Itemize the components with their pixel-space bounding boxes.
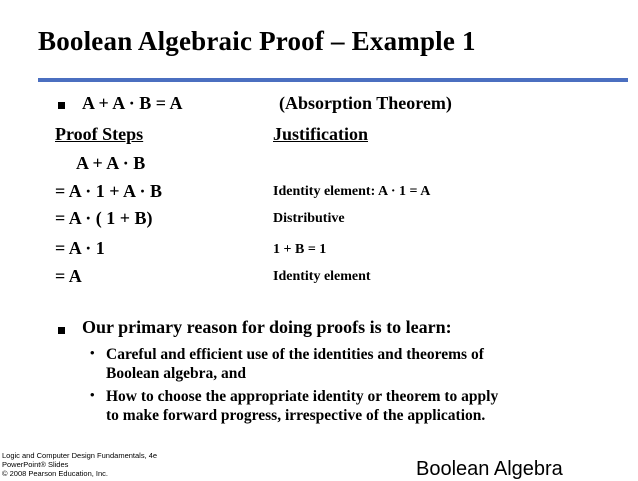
reason-sub-item (106, 387, 498, 425)
reason-heading: Our primary reason for doing proofs is to learn: (82, 317, 452, 337)
reason-sub-line: Boolean algebra, and (106, 365, 246, 382)
proof-step-row: = A · ( 1 + B) (55, 208, 153, 228)
bullet-square-icon (58, 327, 65, 334)
bullet-square-icon (58, 102, 65, 109)
justification-row: 1 + B = 1 (273, 242, 327, 257)
justification-row: Identity element (273, 269, 371, 284)
footer-credit (2, 451, 157, 478)
proof-step-row: = A · 1 + A · B (55, 181, 163, 201)
footer-line: Logic and Computer Design Fundamentals, 4e (2, 451, 158, 460)
proof-steps-header: Proof Steps (55, 124, 144, 144)
bullet-dot-icon: • (90, 387, 95, 402)
proof-step-row: = A · 1 (55, 238, 105, 258)
bullet-dot-icon: • (90, 345, 95, 360)
justification-row: Distributive (273, 211, 345, 226)
proof-step-row: A + A · B (76, 153, 146, 173)
reason-sub-line: Careful and efficient use of the identities and theorems of (106, 346, 484, 363)
slide-title: Boolean Algebraic Proof – Example 1 (38, 26, 476, 56)
reason-sub-item (106, 345, 484, 383)
footer-line: PowerPoint® Slides (2, 460, 69, 469)
reason-sub-line: to make forward progress, irrespective of the application. (106, 407, 486, 424)
theorem-statement: A + A · B = A (82, 93, 183, 113)
theorem-name: (Absorption Theorem) (279, 93, 452, 113)
footer-line: © 2008 Pearson Education, Inc. (2, 469, 109, 478)
proof-step-row: = A (55, 266, 82, 286)
justification-row: Identity element: A · 1 = A (273, 184, 431, 199)
reason-sub-line: How to choose the appropriate identity or theorem to apply (106, 388, 499, 405)
justification-header: Justification (273, 124, 369, 144)
title-divider (38, 78, 628, 82)
footer-topic: Boolean Algebra (416, 458, 563, 480)
